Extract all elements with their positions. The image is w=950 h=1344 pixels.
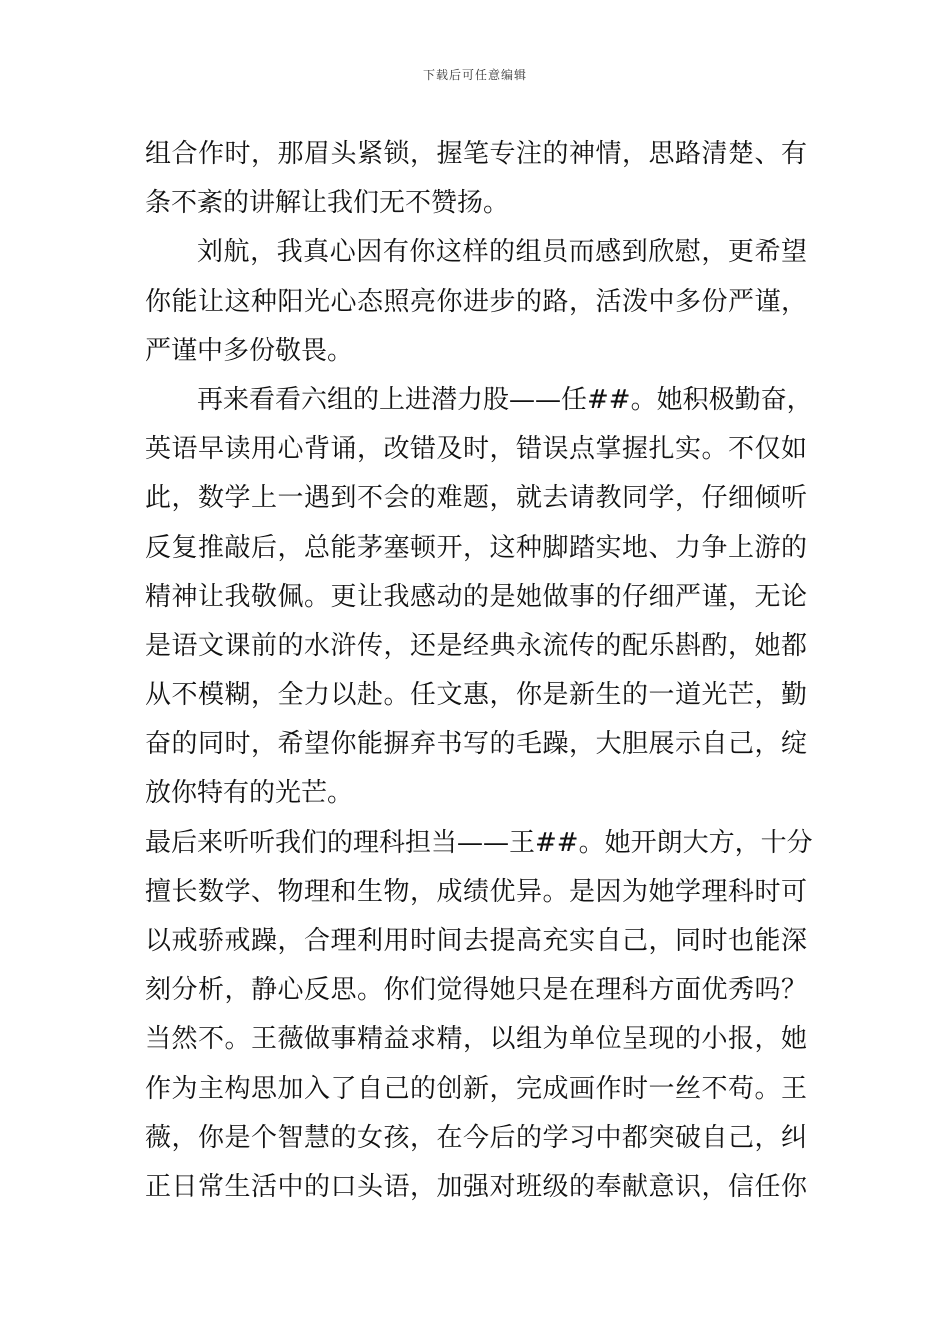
text-line: 正日常生活中的口头语，加强对班级的奉献意识，信任你 (145, 1171, 807, 1202)
paragraph (145, 376, 813, 819)
text-line: 最后来听听我们的理科担当——王##。她开朗大方，十分 (145, 827, 813, 858)
text-line: 擅长数学、物理和生物，成绩优异。是因为她学理科时可 (145, 876, 807, 907)
text-line: 条不紊的讲解让我们无不赞扬。 (145, 188, 510, 219)
paragraph (145, 819, 813, 1213)
text-line: 再来看看六组的上进潜力股——任##。她积极勤奋， (197, 384, 813, 415)
text-line: 奋的同时，希望你能摒弃书写的毛躁，大胆展示自己，绽 (145, 729, 807, 760)
page-header: 下载后可任意编辑 (422, 68, 527, 82)
text-line: 精神让我敬佩。更让我感动的是她做事的仔细严谨，无论 (145, 581, 807, 612)
text-line: 薇，你是个智慧的女孩，在今后的学习中都突破自己，纠 (145, 1122, 807, 1153)
text-line: 组合作时，那眉头紧锁，握笔专注的神情，思路清楚、有 (145, 139, 807, 169)
text-line: 英语早读用心背诵，改错及时，错误点掌握扎实。不仅如 (145, 434, 807, 465)
paragraph (145, 228, 807, 376)
text-line: 当然不。王薇做事精益求精，以组为单位呈现的小报，她 (145, 1024, 807, 1055)
text-line: 从不模糊，全力以赴。任文惠，你是新生的一道光芒，勤 (145, 680, 807, 711)
text-line: 刘航，我真心因有你这样的组员而感到欣慰，更希望 (197, 237, 807, 268)
text-line: 反复推敲后，总能茅塞顿开，这种脚踏实地、力争上游的 (145, 532, 807, 563)
text-line: 你能让这种阳光心态照亮你进步的路，活泼中多份严谨， (145, 286, 807, 317)
text-line: 以戒骄戒躁，合理利用时间去提高充实自己，同时也能深 (145, 926, 807, 956)
text-line: 刻分析，静心反思。你们觉得她只是在理科方面优秀吗？ (145, 975, 807, 1006)
paragraph (145, 130, 807, 228)
text-line: 此，数学上一遇到不会的难题，就去请教同学，仔细倾听 (145, 483, 807, 514)
document-body (145, 130, 813, 1212)
text-line: 作为主构思加入了自己的创新，完成画作时一丝不苟。王 (145, 1073, 807, 1104)
text-line: 是语文课前的水浒传，还是经典永流传的配乐斟酌，她都 (145, 630, 807, 661)
text-line: 放你特有的光芒。 (145, 778, 354, 809)
text-line: 严谨中多份敬畏。 (145, 335, 354, 366)
